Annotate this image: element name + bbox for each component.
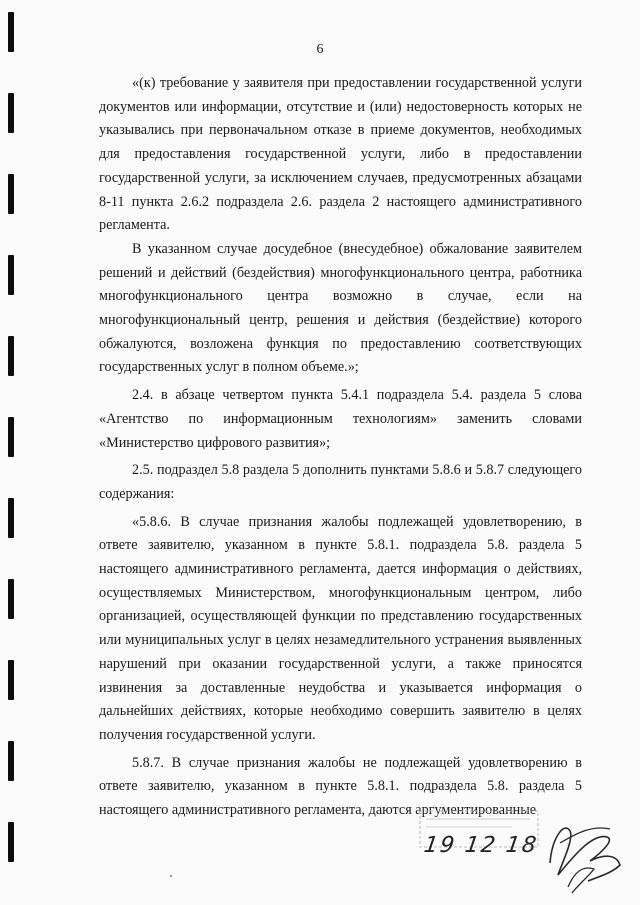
paragraph-mfc-appeal: В указанном случае досудебное (внесудебное) обжалование заявителем решений и действий (бездействия) многофункционального центра, работника многофункционального центра возможно в случае, если на многофункциональный центр, решения и действия (бездействие) которого обжалуются, возложена функция по предоставлению соответствующих государственных услуг в полном объеме.»; bbox=[99, 240, 582, 376]
paragraph-2-4: 2.4. в абзаце четвертом пункта 5.4.1 подраздела 5.4. раздела 5 слова «Агентство по информационным технологиям» заменить словами «Министерство цифрового развития»; bbox=[99, 387, 582, 451]
binding-holes bbox=[6, 0, 18, 905]
page-number: 6 bbox=[316, 42, 324, 57]
scan-speck bbox=[170, 875, 172, 877]
document-body bbox=[99, 72, 582, 823]
paragraph-2-5: 2.5. подраздел 5.8 раздела 5 дополнить пунктами 5.8.6 и 5.8.7 следующего содержания: bbox=[99, 462, 582, 502]
paragraph-5-8-6: «5.8.6. В случае признания жалобы подлежащей удовлетворению, в ответе заявителю, указанном в пункте 5.8.1. подраздела 5.8. раздела 5 настоящего административного регламента, дается информация о действиях, осуществляемых Министерством, многофункциональным центром, либо организацией, осуществляющей функции по представлению государственных или муниципальных услуг в целях незамедлительного устранения выявленных нарушений при оказании государственной услуги, а также приносятся извинения за доставленные неудобства и указывается информация о дальнейших действиях, которые необходимо совершить заявителю в целях получения государственной услуги. bbox=[99, 513, 582, 743]
paragraph-clause-k: «(к) требование у заявителя при предоставлении государственной услуги документов или информации, отсутствие и (или) недостоверность которых не указывались при первоначальном отказе в приеме документов, необходимых для предоставления государственной услуги, либо в предоставлении государственной услуги, за исключением случаев, предусмотренных абзацами 8-11 пункта 2.6.2 подраздела 2.6. раздела 2 настоящего административного регламента. bbox=[99, 75, 582, 234]
control-stamp bbox=[402, 803, 627, 898]
stamp-date: 19 12 18 bbox=[422, 833, 540, 858]
paragraph-5-8-7: 5.8.7. В случае признания жалобы не подлежащей удовлетворению в ответе заявителю, указанном в пункте 5.8.1. подраздела 5.8. раздела 5 настоящего административного регламента, даются аргументированные bbox=[99, 754, 582, 819]
